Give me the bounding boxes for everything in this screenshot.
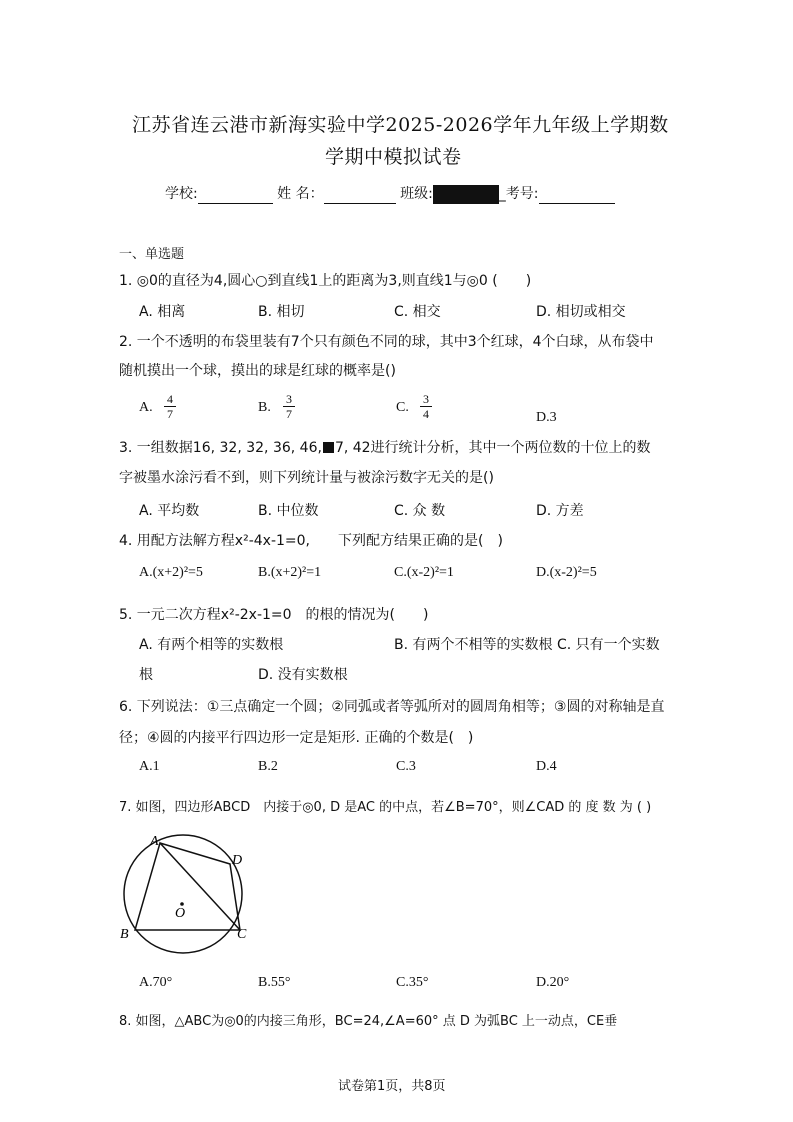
q7-label-c: C bbox=[237, 927, 247, 942]
q5-option-d: D. 没有实数根 bbox=[258, 667, 348, 683]
q1-option-b: B. 相切 bbox=[258, 304, 305, 320]
q2-option-c-label: C. bbox=[396, 400, 409, 415]
q2-option-a-label: A. bbox=[139, 400, 153, 415]
q3-stem-2: 字被墨水涂污看不到，则下列统计量与被涂污数字无关的是() bbox=[119, 470, 494, 486]
q5-option-a: A. 有两个相等的实数根 bbox=[139, 637, 284, 653]
q2-stem-1: 2. 一个不透明的布袋里装有7个只有颜色不同的球，其中3个红球，4个白球，从布袋中 bbox=[119, 334, 654, 350]
q3-stem-1b: 7, 42进行统计分析，其中一个两位数的十位上的数 bbox=[334, 440, 651, 456]
q1-option-a: A. 相离 bbox=[139, 304, 186, 320]
exam-no-field[interactable] bbox=[539, 189, 615, 204]
q2-b-numerator: 3 bbox=[283, 392, 295, 407]
q4-option-b: B.(x+2)²=1 bbox=[258, 565, 322, 580]
q7-option-c: C.35° bbox=[396, 975, 429, 990]
q2-a-numerator: 4 bbox=[164, 392, 176, 407]
q7-label-b: B bbox=[120, 927, 129, 942]
ink-blot-icon bbox=[323, 442, 334, 453]
q7-quadrilateral bbox=[135, 843, 243, 930]
q3-stem-1a: 3. 一组数据16, 32, 32, 36, 46, bbox=[119, 440, 322, 456]
q7-option-a: A.70° bbox=[139, 975, 173, 990]
q2-option-d: D.3 bbox=[536, 410, 557, 425]
q4-option-a: A.(x+2)²=5 bbox=[139, 565, 203, 580]
q7-option-b: B.55° bbox=[258, 975, 291, 990]
q6-option-d: D.4 bbox=[536, 759, 557, 774]
title-line-2: 学期中模拟试卷 bbox=[325, 146, 462, 168]
q2-c-numerator: 3 bbox=[420, 392, 432, 407]
q7-label-a: A bbox=[150, 834, 159, 849]
q3-option-b: B. 中位数 bbox=[258, 503, 319, 519]
q6-option-a: A.1 bbox=[139, 759, 160, 774]
q5-stem: 5. 一元二次方程x²-2x-1=0 的根的情况为( ) bbox=[119, 607, 429, 623]
q2-option-c-fraction bbox=[420, 392, 432, 421]
q2-stem-2: 随机摸出一个球，摸出的球是红球的概率是() bbox=[119, 363, 396, 379]
q2-c-denominator: 4 bbox=[423, 407, 429, 421]
q6-option-c: C.3 bbox=[396, 759, 416, 774]
q4-option-d: D.(x-2)²=5 bbox=[536, 565, 597, 580]
exam-no-label: _考号: bbox=[498, 186, 539, 202]
name-field[interactable] bbox=[324, 189, 396, 204]
q6-stem-2: 径；④圆的内接平行四边形一定是矩形. 正确的个数是( ) bbox=[119, 730, 474, 746]
section-heading: 一、单选题 bbox=[119, 247, 185, 262]
q4-option-c: C.(x-2)²=1 bbox=[394, 565, 454, 580]
q6-stem-1: 6. 下列说法：①三点确定一个圆；②同弧或者等弧所对的圆周角相等；③圆的对称轴是直 bbox=[119, 699, 665, 715]
title-line-1: 江苏省连云港市新海实验中学2025-2026学年九年级上学期数 bbox=[132, 114, 669, 136]
q7-option-d: D.20° bbox=[536, 975, 570, 990]
q2-a-denominator: 7 bbox=[167, 407, 173, 421]
info-line bbox=[165, 183, 615, 204]
q7-label-d: D bbox=[232, 853, 243, 868]
q2-option-b-fraction bbox=[283, 392, 295, 421]
q7-stem: 7. 如图，四边形ABCD 内接于◎0, D 是AC 的中点，若∠B=70°，则∠CAD 的 度 数 为 ( ) bbox=[119, 800, 652, 815]
q1-stem: 1. ◎0的直径为4,圆心○到直线1上的距离为3,则直线1与◎0 ( ) bbox=[119, 273, 532, 289]
school-label: 学校: bbox=[165, 186, 198, 202]
q6-option-b: B.2 bbox=[258, 759, 278, 774]
q1-option-d: D. 相切或相交 bbox=[536, 304, 626, 320]
q3-option-a: A. 平均数 bbox=[139, 503, 200, 519]
q2-option-a-fraction bbox=[164, 392, 176, 421]
q3-stem-1 bbox=[119, 437, 651, 457]
school-field[interactable] bbox=[198, 189, 273, 204]
q7-label-o: O bbox=[175, 906, 186, 921]
q2-b-denominator: 7 bbox=[286, 407, 292, 421]
q1-option-c: C. 相交 bbox=[394, 304, 441, 320]
class-label: 班级: bbox=[400, 186, 433, 202]
q4-stem: 4. 用配方法解方程x²-4x-1=0, 下列配方结果正确的是( ) bbox=[119, 533, 503, 549]
name-label: 姓 名： bbox=[277, 186, 324, 202]
q7-circle bbox=[124, 835, 242, 953]
q5-option-c-cont: 根 bbox=[139, 667, 153, 683]
q3-option-c: C. 众 数 bbox=[394, 503, 446, 519]
q3-option-d: D. 方差 bbox=[536, 503, 584, 519]
page-footer: 试卷第1页，共8页 bbox=[338, 1079, 446, 1094]
q7-figure bbox=[110, 826, 260, 956]
q8-stem: 8. 如图，△ABC为◎0的内接三角形，BC=24,∠A=60° 点 D 为弧BC 上一动点，CE垂 bbox=[119, 1014, 618, 1029]
class-redaction bbox=[433, 185, 499, 204]
q5-option-b-c: B. 有两个不相等的实数根 C. 只有一个实数 bbox=[394, 637, 660, 653]
q2-option-b-label: B. bbox=[258, 400, 271, 415]
